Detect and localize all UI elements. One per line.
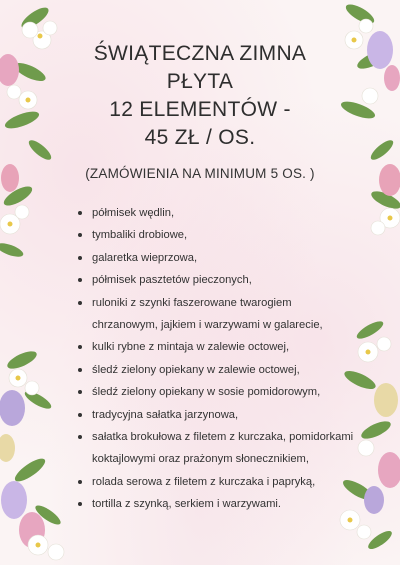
list-item: półmisek wędlin,: [78, 202, 358, 224]
list-item: śledź zielony opiekany w zalewie octowej,: [78, 359, 358, 381]
list-item: sałatka brokułowa z filetem z kurczaka, pomidorkami koktajlowymi oraz prażonym słonecznikiem,: [78, 426, 358, 471]
title-line: 45 ZŁ / OS.: [144, 126, 256, 149]
title-line: PŁYTA: [166, 70, 234, 93]
list-item: kulki rybne z mintaja w zalewie octowej,: [78, 336, 358, 358]
list-item: ruloniki z szynki faszerowane twarogiem chrzanowym, jajkiem i warzywami w galarecie,: [78, 292, 358, 337]
list-item: półmisek pasztetów pieczonych,: [78, 269, 358, 291]
list-item: tortilla z szynką, serkiem i warzywami.: [78, 493, 358, 515]
menu-items-list: [78, 202, 358, 516]
list-item: galaretka wieprzowa,: [78, 247, 358, 269]
title-line: 12 ELEMENTÓW -: [109, 98, 291, 121]
minimum-order-note: (ZAMÓWIENIA NA MINIMUM 5 OS. ): [85, 166, 315, 181]
list-item: rolada serowa z filetem z kurczaka i papryką,: [78, 471, 358, 493]
title-line: ŚWIĄTECZNA ZIMNA: [93, 42, 307, 65]
menu-title: [0, 40, 400, 152]
list-item: śledź zielony opiekany w sosie pomidorowym,: [78, 381, 358, 403]
list-item: tradycyjna sałatka jarzynowa,: [78, 404, 358, 426]
list-item: tymbaliki drobiowe,: [78, 224, 358, 246]
